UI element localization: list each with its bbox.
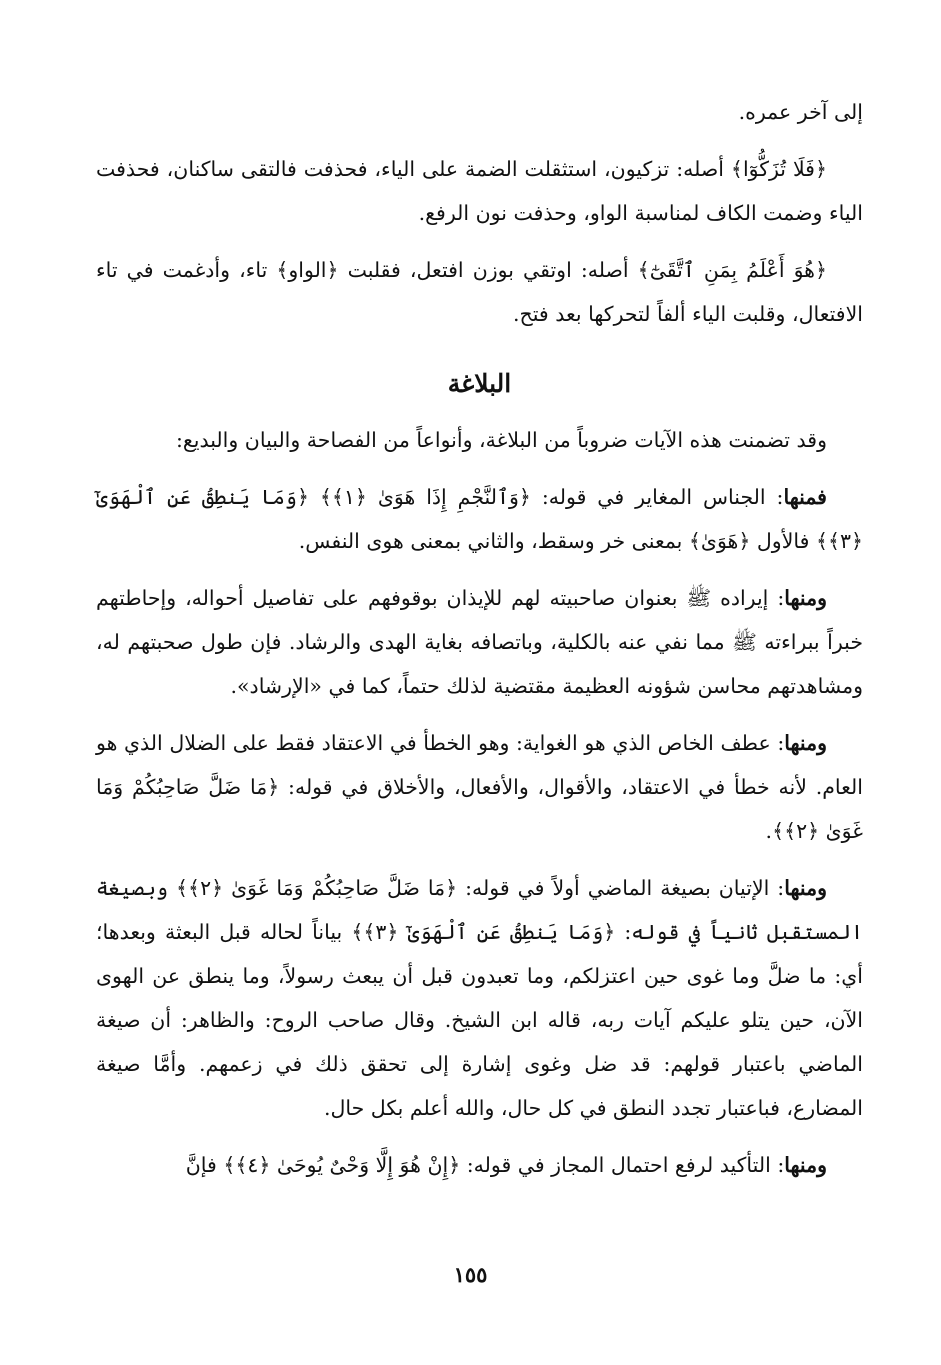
paragraph-continuation: إلى آخر عمره.	[738, 100, 863, 124]
paragraph-item	[96, 475, 863, 563]
page-number: ١٥٥	[453, 1262, 488, 1287]
item-text: : الإتيان بصيغة الماضي أولاً في قوله: ﴿مَا ضَلَّ صَاحِبُكُمْ وَمَا غَوَىٰ ﴿٢﴾﴾ وبصيغة المستقبل ثانياً في قوله: ﴿وَمَا يَنطِقُ عَنِ ٱلْهَوَىٰٓ ﴿٣﴾﴾ بياناً لحاله قبل البعثة وبعدها؛ أي: ما ضلَّ وما غوى حين اعتزلكم، وما تعبدون قبل أن يبعث رسولاً، وما ينطق عن الهوى الآن، حين يتلو عليكم آيات ربه، قاله ابن الشيخ. وقال صاحب الروح: والظاهر: أن صيغة الماضي باعتبار قولهم: قد ضل وغوى إشارة إلى تحقق ذلك في زعمهم. وأمَّا صيغة المضارع، فباعتبار تجدد النطق في كل حال، والله أعلم بكل حال.	[96, 876, 863, 1120]
item-text: : عطف الخاص الذي هو الغواية: وهو الخطأ في الاعتقاد فقط على الضلال الذي هو العام. لأنه خطأ في الاعتقاد، والأقوال، والأفعال، والأخلاق في قوله: ﴿مَا ضَلَّ صَاحِبُكُمْ وَمَا غَوَىٰ ﴿٢﴾﴾.	[96, 731, 863, 843]
paragraph-item	[96, 866, 863, 1130]
paragraph-item	[96, 1143, 863, 1187]
item-lead: ومنها	[784, 731, 827, 755]
paragraph-item	[96, 721, 863, 853]
item-lead: فمنها	[783, 485, 827, 509]
paragraph-tuzakku: ﴿فَلَا تُزَكُّوٓا﴾ أصله: تزكيون، استثقلت الضمة على الياء، فحذفت فالتقى ساكنان، فحذفت الياء وضمت الكاف لمناسبة الواو، وحذفت نون الرفع.	[96, 157, 863, 225]
item-text: : الجناس المغاير في قوله: ﴿وَٱلنَّجْمِ إِذَا هَوَىٰ ﴿١﴾﴾ ﴿وَمَا يَنطِقُ عَنِ ٱلْهَوَىٰٓ ﴿٣﴾﴾ فالأول ﴿هَوَىٰ﴾ بمعنى خر وسقط، والثاني بمعنى هوى النفس.	[96, 485, 863, 553]
paragraph-ittaqa: ﴿هُوَ أَعْلَمُ بِمَنِ ٱتَّقَىٰٓ﴾ أصله: اوتقي بوزن افتعل، فقلبت ﴿الواو﴾ تاء، وأدغمت في تاء الافتعال، وقلبت الياء ألفاً لتحركها بعد فتح.	[96, 258, 863, 326]
paragraph-item	[96, 576, 863, 708]
paragraph-intro: وقد تضمنت هذه الآيات ضروباً من البلاغة، وأنواعاً من الفصاحة والبيان والبديع:	[175, 428, 827, 452]
item-lead: ومنها	[784, 876, 827, 900]
item-lead: ومنها	[784, 586, 827, 610]
item-text: : إيراده ﷺ بعنوان صاحبيته لهم للإيذان بوقوفهم على تفاصيل أحواله، وإحاطتهم خبراً ببراءته ﷺ مما نفي عنه بالكلية، وباتصافه بغاية الهدى والرشاد. فإن طول صحبتهم له، ومشاهدتهم محاسن شؤونه العظيمة مقتضية لذلك حتماً، كما في «الإرشاد».	[96, 586, 863, 698]
item-lead: ومنها	[784, 1153, 827, 1177]
item-text: : التأكيد لرفع احتمال المجاز في قوله: ﴿إِنْ هُوَ إِلَّا وَحْىٌ يُوحَىٰ ﴿٤﴾﴾ فإنَّ	[185, 1153, 785, 1177]
section-heading: البلاغة	[447, 369, 512, 398]
